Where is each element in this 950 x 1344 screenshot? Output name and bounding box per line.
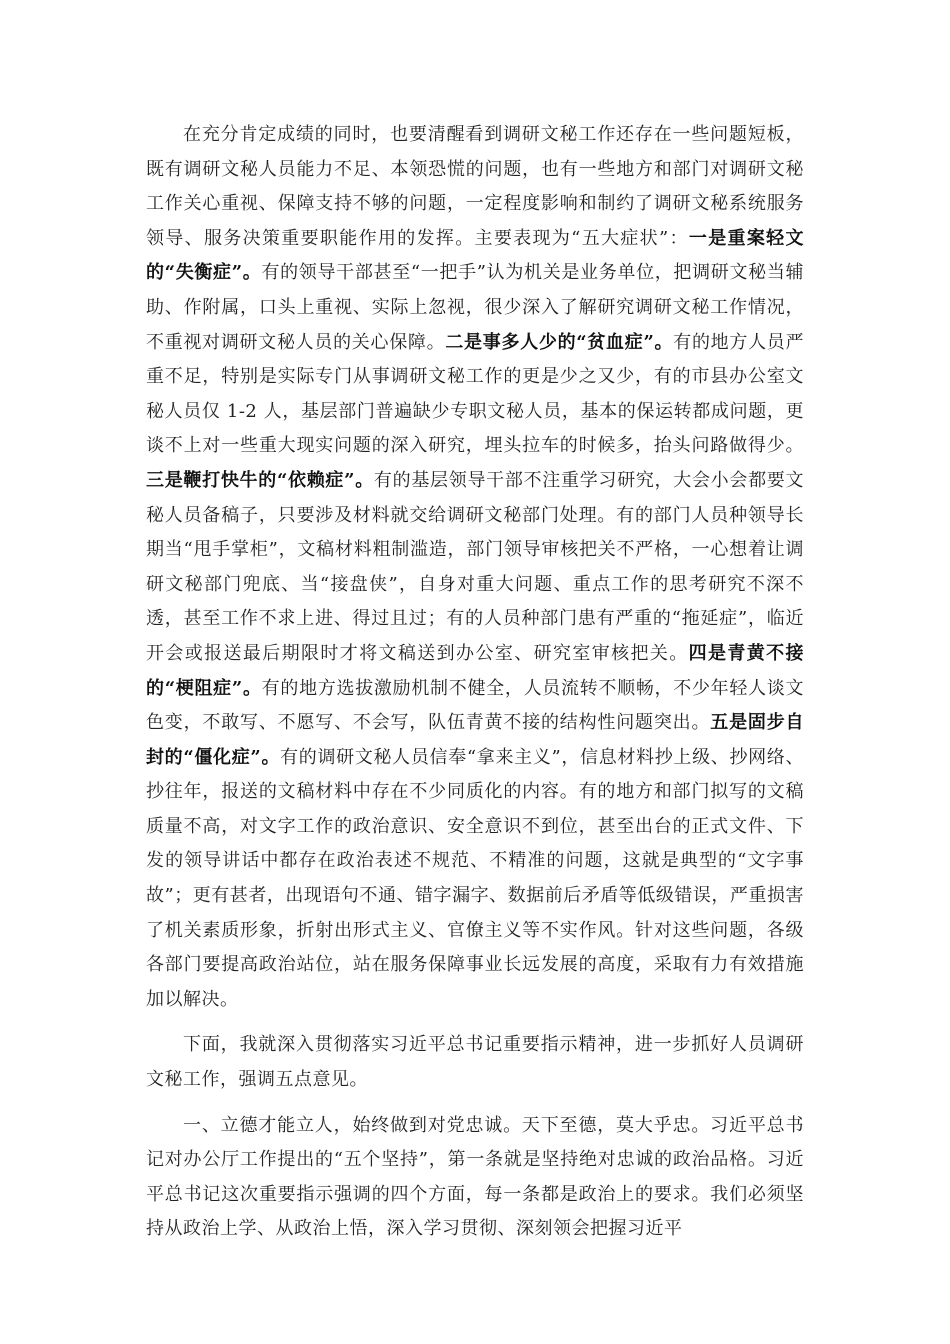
document-body <box>146 118 804 1247</box>
paragraph-intro-opinions <box>146 1028 804 1097</box>
text-run: 一、立德才能立人，始终做到对党忠诚。天下至德，莫大乎忠。习近平总书记对办公厅工作提出的“五个坚持”，第一条就是坚持绝对忠诚的政治品格。习近平总书记这次重要指示强调的四个方面，每一条都是政治上的要求。我们必须坚持从政治上学、从政治上悟，深入学习贯彻、深刻领会把握习近平 <box>146 1114 804 1240</box>
text-run: 有的基层领导干部不注重学习研究，大会小会都要文秘人员备稿子，只要涉及材料就交给调研文秘部门处理。有的部门人员种领导长期当“甩手掌柜”，文稿材料粗制滥造，部门领导审核把关不严格，一心想着让调研文秘部门兜底、当“接盘侠”，自身对重大问题、重点工作的思考研究不深不透，甚至工作不求上进、得过且过；有的人员种部门患有严重的“拖延症”，临近开会或报送最后期限时才将文稿送到办公室、研究室审核把关。 <box>146 469 804 664</box>
text-run: 在充分肯定成绩的同时，也要清醒看到调研文秘工作还存在一些问题短板，既有调研文秘人员能力不足、本领恐慌的问题，也有一些地方和部门对调研文秘工作关心重视、保障支持不够的问题，一定程度影响和制约了调研文秘系统服务领导、服务决策重要职能作用的发挥。主要表现为“五大症状”： <box>146 124 804 249</box>
text-run: 有的调研文秘人员信奉“拿来主义”，信息材料抄上级、抄网络、抄往年，报送的文稿材料中存在不少同质化的内容。有的地方和部门拟写的文稿质量不高，对文字工作的政治意识、安全意识不到位，甚至出台的正式文件、下发的领导讲话中都存在政治表述不规范、不精准的问题，这就是典型的“文字事故”；更有甚者，出现语句不通、错字漏字、数据前后矛盾等低级错误，严重损害了机关素质形象，折射出形式主义、官僚主义等不实作风。针对这些问题，各级各部门要提高政治站位，站在服务保障事业长远发展的高度，采取有力有效措施加以解决。 <box>146 746 804 1010</box>
text-run: 有的地方人员严重不足，特别是实际专门从事调研文秘工作的更是少之又少，有的市县办公室文秘人员仅 1-2 人，基层部门普遍缺少专职文秘人员，基本的保运转都成问题，更谈不上对一些重大现实问题的深入研究，埋头拉车的时候多，抬头问路做得少。 <box>146 331 804 457</box>
paragraph-section-one <box>146 1109 804 1247</box>
bold-heading-5: 五是固步自封的“僵化症”。 <box>146 712 805 768</box>
bold-heading-2: 二是事多人少的“贫血症”。 <box>445 331 674 353</box>
paragraph-problems <box>146 118 804 1017</box>
bold-heading-1: 一是重案轻文的“失衡症”。 <box>146 227 805 284</box>
bold-heading-4: 四是青黄不接的“梗阻症”。 <box>146 642 805 699</box>
bold-heading-3: 三是鞭打快牛的“依赖症”。 <box>146 469 374 491</box>
text-run: 有的地方选拔激励机制不健全，人员流转不顺畅，不少年轻人谈文色变，不敢写、不愿写、不会写，队伍青黄不接的结构性问题突出。 <box>146 677 804 734</box>
text-run: 下面，我就深入贯彻落实习近平总书记重要指示精神，进一步抓好人员调研文秘工作，强调五点意见。 <box>146 1034 804 1091</box>
text-run: 有的领导干部甚至“一把手”认为机关是业务单位，把调研文秘当辅助、作附属，口头上重视、实际上忽视，很少深入了解研究调研文秘工作情况，不重视对调研文秘人员的关心保障。 <box>146 262 804 353</box>
